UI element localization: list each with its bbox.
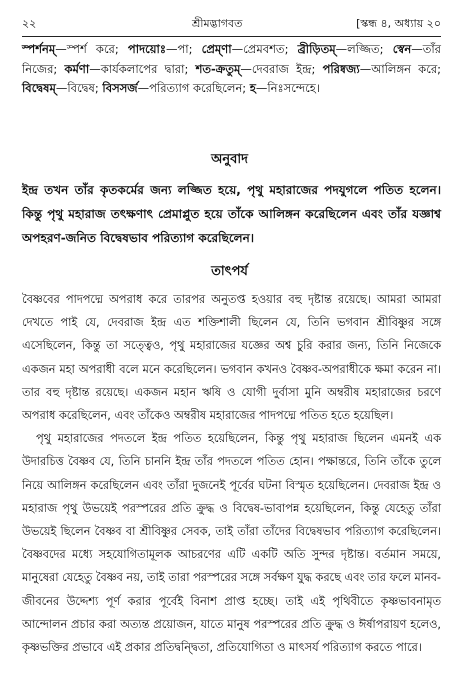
synonym-meaning: —পরিত্যাগ করেছিলেন;: [137, 81, 247, 95]
synonym-term: বিদ্বেষম্: [22, 81, 56, 95]
synonym-term: স্পর্শনম্: [22, 42, 56, 56]
synonym-term: পাদয়োঃ: [127, 42, 166, 56]
synonyms-block: [22, 40, 441, 99]
synonym-meaning: —লজ্জিত;: [335, 42, 384, 56]
purport-heading: তাৎপর্য: [211, 264, 248, 279]
page-number: ২২: [22, 17, 37, 30]
synonym-term: হ: [249, 81, 256, 95]
synonym-meaning: —আলিঙ্গন করে;: [359, 61, 442, 76]
synonym-meaning: —কার্যকলাপের দ্বারা;: [89, 61, 189, 76]
synonym-meaning: —দেবরাজ ইন্দ্র;: [240, 61, 316, 76]
synonym-term: শত-ক্রতুম্: [195, 61, 241, 76]
synonym-meaning: —পা;: [165, 42, 193, 56]
purport-body: [22, 288, 441, 659]
synonym-meaning: —তাঁর নিজের;: [22, 42, 442, 76]
synonym-meaning: —বিদ্বেষ;: [55, 81, 99, 95]
synonym-term: কর্মণা: [64, 61, 90, 76]
synonym-meaning: —প্রেমবশত;: [231, 42, 289, 56]
synonym-term: পরিষ্বজ্য: [322, 61, 360, 76]
synonym-term: ব্রীড়িতম্: [297, 42, 336, 56]
synonym-term: প্রেম্ণা: [201, 42, 232, 56]
chapter-reference: [স্কন্ধ ৪, অধ্যায় ২০: [356, 17, 441, 30]
header-rule: [22, 36, 441, 37]
purport-paragraph: বৈষ্ণবের পাদপদ্মে অপরাধ করে তারপর অনুতপ্ত হওয়ার বহু দৃষ্টান্ত রয়েছে। আমরা আমরা দেখতে পাই যে, দেবরাজ ইন্দ্র এত শক্তিশালী ছিলেন যে, তিনি ভগবান শ্রীবিষ্ণুর সঙ্গে এসেছিলেন, কিন্তু তা সত্ত্বেও, পৃথু মহারাজের যজ্ঞের অশ্ব চুরি করার জন্য, তিনি নিজেকে একজন মহা অপরাধী বলে মনে করেছিলেন। ভগবান কখনও বৈষ্ণব-অপরাধীকে ক্ষমা করেন না। তার বহু দৃষ্টান্ত রয়েছে। একজন মহান ঋষি ও যোগী দুর্বাসা মুনি অম্বরীষ মহারাজের চরণে অপরাধ করেছিলেন, এবং তাঁকেও অম্বরীষ মহারাজের পাদপদ্মে পতিত হতে হয়েছিল।: [22, 293, 441, 423]
synonym-meaning: —স্পর্শ করে;: [55, 42, 119, 56]
purport-paragraph: পৃথু মহারাজের পদতলে ইন্দ্র পতিত হয়েছিলেন, কিন্তু পৃথু মহারাজ ছিলেন এমনই এক উদারচিত্ত বৈষ্ণব যে, তিনি চাননি ইন্দ্র তাঁর পদতলে পতিত হোন। পক্ষান্তরে, তিনি তাঁকে তুলে নিয়ে আলিঙ্গন করেছিলেন এবং তাঁরা দুজনেই পূর্বের ঘটনা বিস্মৃত হয়েছিলেন। দেবরাজ ইন্দ্র ও মহারাজ পৃথু উভয়েই পরস্পরের প্রতি ক্রুদ্ধ ও বিদ্বেষ-ভাবাপন্ন হয়েছিলেন, কিন্তু যেহেতু তাঁরা উভয়েই ছিলেন বৈষ্ণব বা শ্রীবিষ্ণুর সেবক, তাই তাঁরা তাঁদের বিদ্বেষভাব পরিত্যাগ করেছিলেন। বৈষ্ণবদের মধ্যে সহযোগিতামূলক আচরণের এটি একটি অতি সুন্দর দৃষ্টান্ত। বর্তমান সময়ে, মানুষেরা যেহেতু বৈষ্ণব নয়, তাই তারা পরস্পরের সঙ্গে সর্বক্ষণ যুদ্ধ করছে এবং তার ফলে মানব-জীবনের উদ্দেশ্য পূর্ণ করার পূর্বেই বিনাশ প্রাপ্ত হচ্ছে। তাই এই পৃথিবীতে কৃষ্ণভাবনামৃত আন্দোলন প্রচার করা অত্যন্ত প্রয়োজন, যাতে মানুষ পরস্পরের প্রতি ক্রুদ্ধ ও ঈর্ষাপরায়ণ হলেও, কৃষ্ণভক্তির প্রভাবে এই প্রকার প্রতিদ্বন্দ্বিতা, প্রতিযোগিতা ও মাৎসর্য পরিত্যাগ করতে পারে।: [22, 432, 441, 655]
synonym-term: বিসসর্জ: [102, 81, 138, 95]
synonym-meaning: —নিঃসন্দেহে।: [255, 81, 320, 95]
book-title: শ্রীমদ্ভাগবত: [192, 17, 243, 30]
translation-text: ইন্দ্র তখন তাঁর কৃতকর্মের জন্য লজ্জিত হয়ে, পৃথু মহারাজের পদযুগলে পতিত হলেন। কিন্তু পৃথু মহারাজ তৎক্ষণাৎ প্রেমাপ্লুত হয়ে তাঁকে আলিঙ্গন করেছিলেন এবং তাঁর যজ্ঞাশ্ব অপহরণ-জনিত বিদ্বেষভাব পরিত্যাগ করেছিলেন।: [22, 183, 441, 245]
synonym-term: স্বেন: [392, 42, 412, 56]
translation-heading: অনুবাদ: [211, 152, 248, 167]
running-header: [22, 14, 441, 34]
